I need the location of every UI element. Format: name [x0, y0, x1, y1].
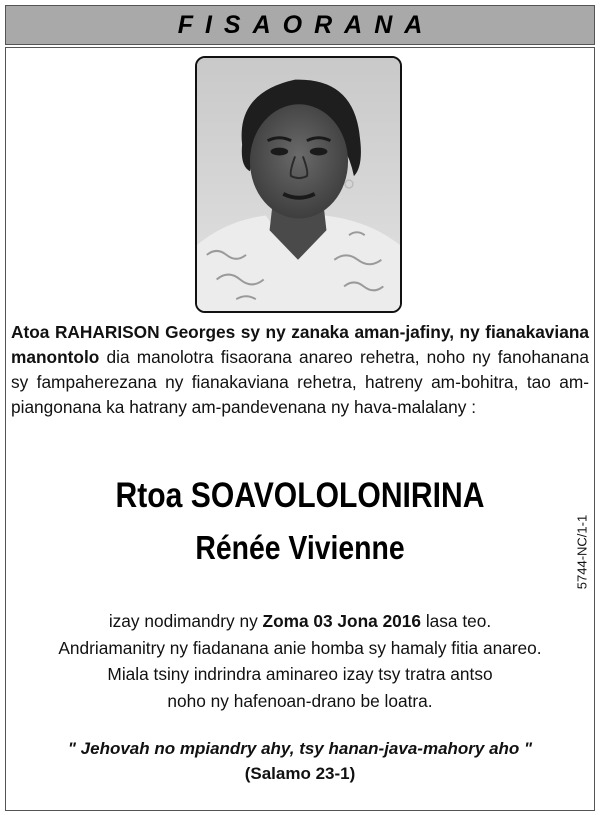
deceased-name-line1: Rtoa SOAVOLOLONIRINA: [115, 476, 485, 515]
bible-verse-reference: (Salamo 23-1): [244, 764, 356, 783]
death-date: Zoma 03 Jona 2016: [262, 611, 422, 631]
header-bar: [5, 5, 595, 45]
bible-verse: " Jehovah no mpiandry ahy, tsy hanan-java-mahory aho ": [67, 739, 533, 758]
intro-family-names: Atoa RAHARISON Georges sy ny zanaka aman-jafiny, ny fianakaviana manontolo: [11, 322, 589, 367]
intro-paragraph: [11, 320, 589, 420]
apology-line: Miala tsiny indrindra aminareo izay tsy tratra antso: [107, 664, 493, 684]
intro-message: dia manolotra fisaorana anareo rehetra, noho ny fanohanana sy fampaherezana ny fianakaviana rehetra, hatreny am-bohitra, tao am-piangonana ka hatrany am-pandevenana ny hava-malalany :: [11, 347, 589, 417]
message-body: [0, 608, 600, 714]
apology-reason-line: noho ny hafenoan-drano be loatra.: [167, 690, 433, 711]
blessing-line: Andriamanitry ny fiadanana anie homba sy hamaly fitia anareo.: [58, 637, 542, 658]
death-date-suffix: lasa teo.: [421, 611, 492, 631]
death-date-prefix: izay nodimandry ny: [108, 611, 263, 631]
portrait-photo: [195, 56, 402, 313]
death-date-line: [0, 608, 600, 635]
header-title: FISAORANA: [177, 10, 435, 39]
deceased-name-line2: Rénée Vivienne: [195, 529, 405, 566]
reference-code: 5744-NC/1-1: [574, 514, 590, 590]
